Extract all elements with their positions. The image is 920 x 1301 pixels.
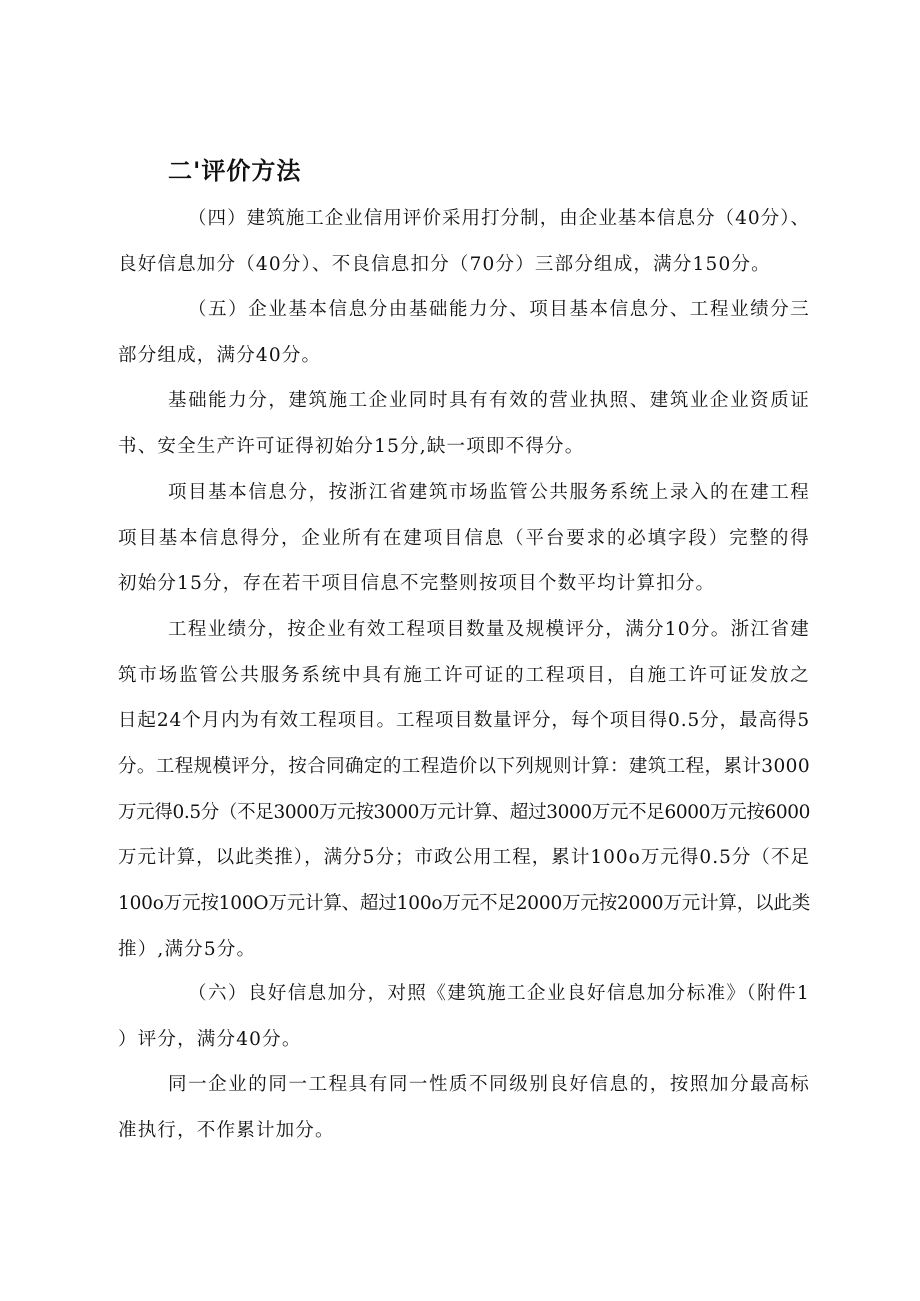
paragraph-line: （五）企业基本信息分由基础能力分、项目基本信息分、工程业绩分三 <box>188 299 810 320</box>
paragraph-project-performance <box>118 607 810 973</box>
paragraph-scoring-method <box>118 196 810 287</box>
paragraph-line: 良好信息加分（40分）、不良信息扣分（70分）三部分组成，满分150分。 <box>118 253 771 275</box>
paragraph-basic-capability <box>118 378 810 469</box>
paragraph-line: （六）良好信息加分，对照《建筑施工企业良好信息加分标准》（附件1 <box>188 983 810 1004</box>
paragraph-line: 项目基本信息分，按浙江省建筑市场监管公共服务系统上录入的在建工程 <box>168 482 810 503</box>
paragraph-line: 日起24个月内为有效工程项目。工程项目数量评分，每个项目得0.5分，最高得5 <box>118 710 810 732</box>
paragraph-line: 工程业绩分，按企业有效工程项目数量及规模评分，满分10分。浙江省建 <box>168 619 810 640</box>
paragraph-line: 100o万元按100O万元计算、超过100o万元不足2000万元按2000万元计算，以此类 <box>118 893 810 915</box>
paragraph-line: 万元得0.5分（不足3000万元按3000万元计算、超过3000万元不足6000万元按6000 <box>118 801 810 823</box>
paragraph-line: 分。工程规模评分，按合同确定的工程造价以下列规则计算：建筑工程，累计3000 <box>118 756 810 778</box>
paragraph-line: 基础能力分，建筑施工企业同时具有有效的营业执照、建筑业企业资质证 <box>168 390 810 411</box>
paragraph-line: 准执行，不作累计加分。 <box>118 1119 335 1141</box>
paragraph-project-info <box>118 470 810 607</box>
paragraph-line: ）评分，满分40分。 <box>118 1028 302 1050</box>
paragraph-good-info-bonus <box>118 971 810 1062</box>
paragraph-line: 万元计算，以此类推），满分5分；市政公用工程，累计100o万元得0.5分（不足 <box>118 847 810 869</box>
paragraph-same-project-rule <box>118 1062 810 1153</box>
paragraph-line: 书、安全生产许可证得初始分15分,缺一项即不得分。 <box>118 435 585 457</box>
paragraph-basic-info-score <box>118 287 810 378</box>
paragraph-line: 项目基本信息得分，企业所有在建项目信息（平台要求的必填字段）完整的得 <box>118 527 810 549</box>
paragraph-line: （四）建筑施工企业信用评价采用打分制，由企业基本信息分（40分）、 <box>188 208 810 229</box>
paragraph-line: 初始分15分，存在若干项目信息不完整则按项目个数平均计算扣分。 <box>118 573 716 595</box>
paragraph-line: 部分组成，满分40分。 <box>118 344 322 366</box>
section-heading: 二'评价方法 <box>168 157 302 185</box>
paragraph-line: 推）,满分5分。 <box>118 938 257 960</box>
paragraph-line: 同一企业的同一工程具有同一性质不同级别良好信息的，按照加分最高标 <box>168 1074 810 1095</box>
paragraph-line: 筑市场监管公共服务系统中具有施工许可证的工程项目，自施工许可证发放之 <box>118 664 810 686</box>
